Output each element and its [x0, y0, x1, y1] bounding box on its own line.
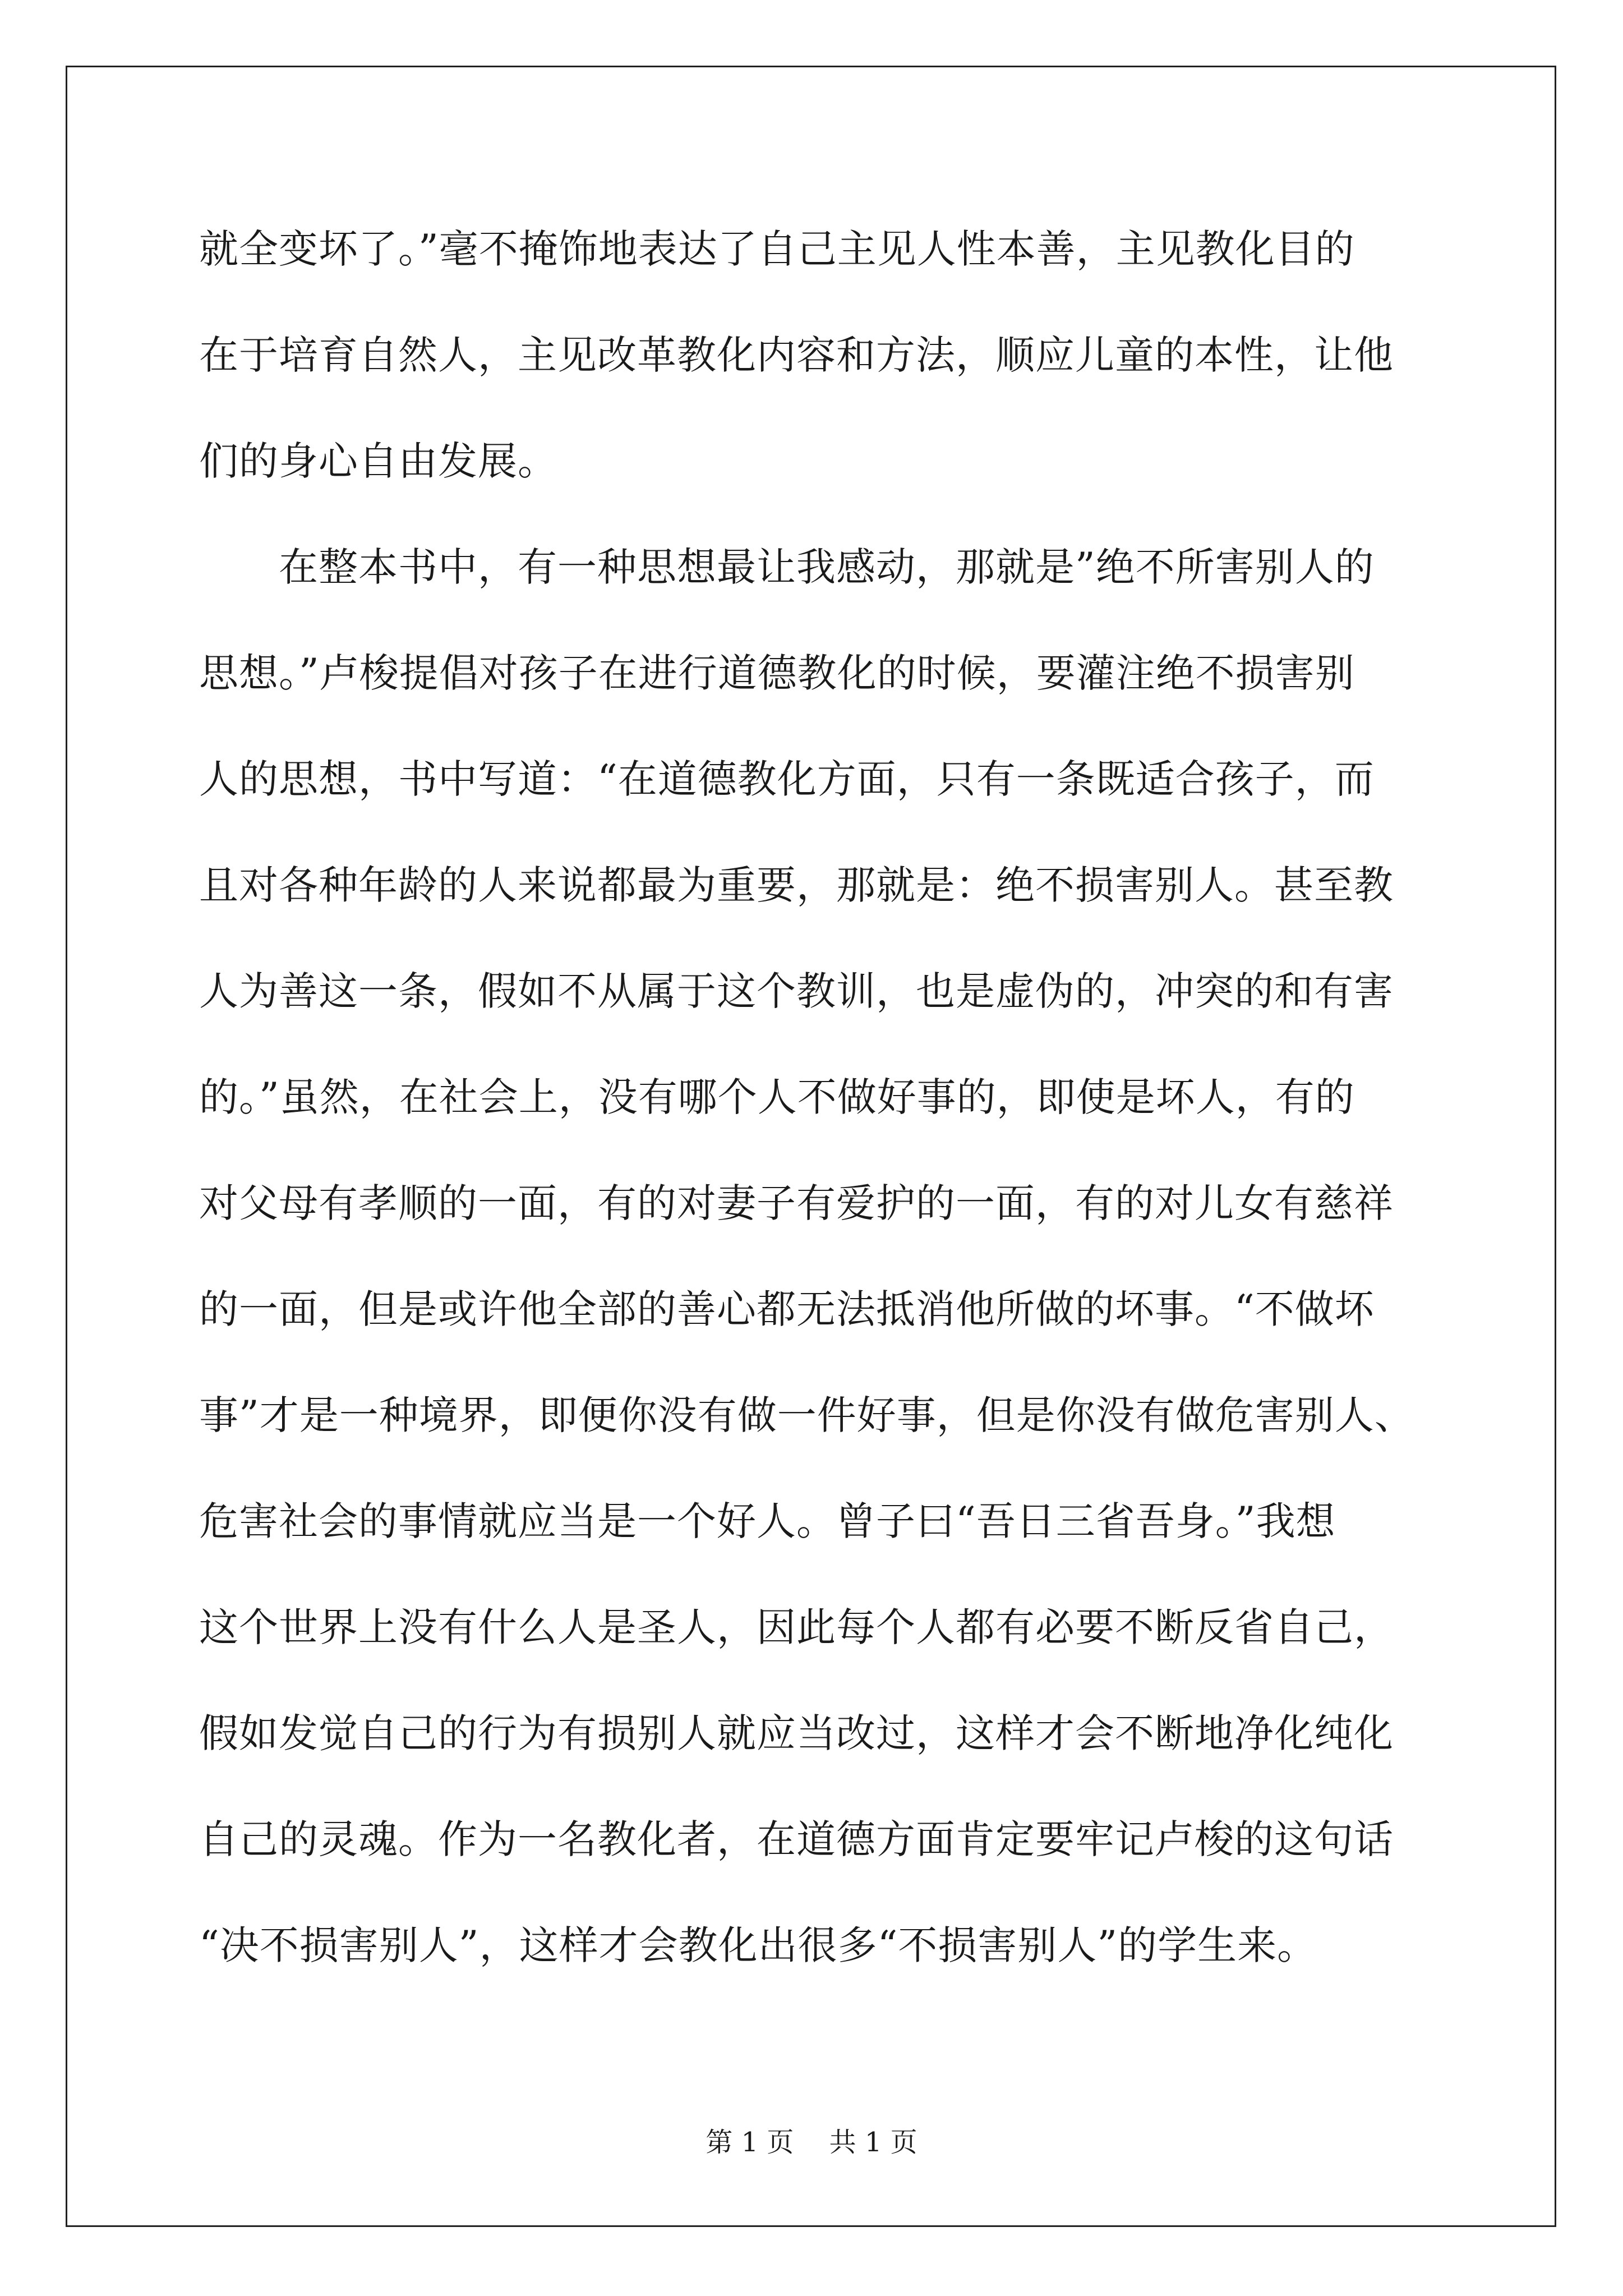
text-line: 的一面，但是或许他全部的善心都无法抵消他所做的坏事。“不做坏	[199, 1286, 1375, 1332]
text-line: 的。”虽然，在社会上，没有哪个人不做好事的，即使是坏人，有的	[199, 1074, 1355, 1120]
text-line: 思想。”卢梭提倡对孩子在进行道德教化的时候，要灌注绝不损害别	[199, 650, 1355, 696]
text-line: 们的身心自由发展。	[199, 438, 557, 484]
text-line: 对父母有孝顺的一面，有的对妻子有爱护的一面，有的对儿女有慈祥	[199, 1180, 1394, 1226]
text-line: 危害社会的事情就应当是一个好人。曾子曰“吾日三省吾身。”我想	[199, 1498, 1336, 1544]
text-line: 在于培育自然人，主见改革教化内容和方法，顺应儿童的本性，让他	[199, 332, 1394, 378]
text-line: 事”才是一种境界，即便你没有做一件好事，但是你没有做危害别人、	[199, 1392, 1414, 1438]
text-line: 这个世界上没有什么人是圣人，因此每个人都有必要不断反省自己，	[199, 1604, 1394, 1650]
page-number-footer: 第 1 页 共 1 页	[706, 2127, 917, 2158]
text-line: 人为善这一条，假如不从属于这个教训，也是虚伪的，冲突的和有害	[199, 968, 1394, 1014]
text-line: 就全变坏了。”毫不掩饰地表达了自己主见人性本善，主见教化目的	[199, 226, 1355, 272]
document-body	[199, 202, 1433, 2004]
text-line: 假如发觉自己的行为有损别人就应当改过，这样才会不断地净化纯化	[199, 1710, 1394, 1756]
text-line: 自己的灵魂。作为一名教化者，在道德方面肯定要牢记卢梭的这句话	[199, 1816, 1394, 1862]
text-line: 人的思想，书中写道：“在道德教化方面，只有一条既适合孩子，而	[199, 756, 1375, 802]
text-line: 且对各种年龄的人来说都最为重要，那就是：绝不损害别人。甚至教	[199, 862, 1394, 908]
text-line: “决不损害别人”，这样才会教化出很多“不损害别人”的学生来。	[199, 1922, 1317, 1968]
text-line: 在整本书中，有一种思想最让我感动，那就是”绝不所害别人的	[199, 544, 1375, 590]
